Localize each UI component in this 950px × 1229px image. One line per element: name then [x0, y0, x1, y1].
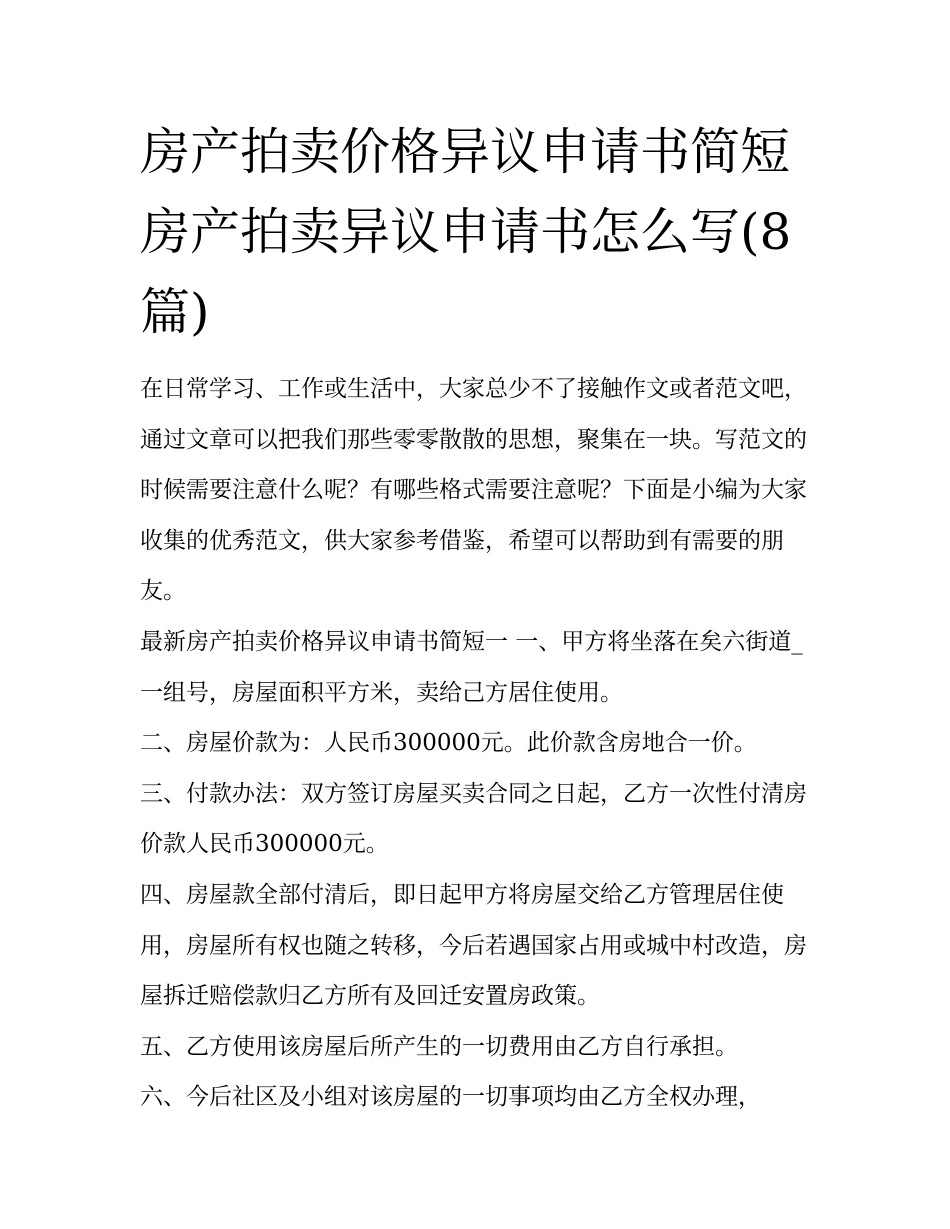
paragraph-clause-2: 二、房屋价款为：人民币300000元。此价款含房地合一价。: [140, 730, 757, 757]
document-body: [140, 364, 820, 1123]
paragraph-intro: 在日常学习、工作或生活中，大家总少不了接触作文或者范文吧，通过文章可以把我们那些零零散散的思想，聚集在一块。写范文的时候需要注意什么呢？有哪些格式需要注意呢？下面是小编为大家收集的优秀范文，供大家参考借鉴，希望可以帮助到有需要的朋友。: [140, 376, 807, 605]
document-page: [140, 112, 820, 1123]
document-title: 房产拍卖价格异议申请书简短房产拍卖异议申请书怎么写(8篇): [140, 123, 792, 341]
paragraph-clause-6: 六、今后社区及小组对该房屋的一切事项均由乙方全权办理，: [140, 1084, 761, 1111]
paragraph-clause-1: 最新房产拍卖价格异议申请书简短一 一、甲方将坐落在矣六街道_一组号，房屋面积平方米，卖给己方居住使用。: [140, 628, 803, 706]
paragraph-clause-4: 四、房屋款全部付清后，即日起甲方将房屋交给乙方管理居住使用，房屋所有权也随之转移，今后若遇国家占用或城中村改造，房屋拆迁赔偿款归乙方所有及回迁安置房政策。: [140, 881, 807, 1010]
paragraph-clause-3: 三、付款办法：双方签订房屋买卖合同之日起，乙方一次性付清房价款人民币300000元。: [140, 780, 807, 858]
paragraph-clause-5: 五、乙方使用该房屋后所产生的一切费用由乙方自行承担。: [140, 1033, 738, 1060]
